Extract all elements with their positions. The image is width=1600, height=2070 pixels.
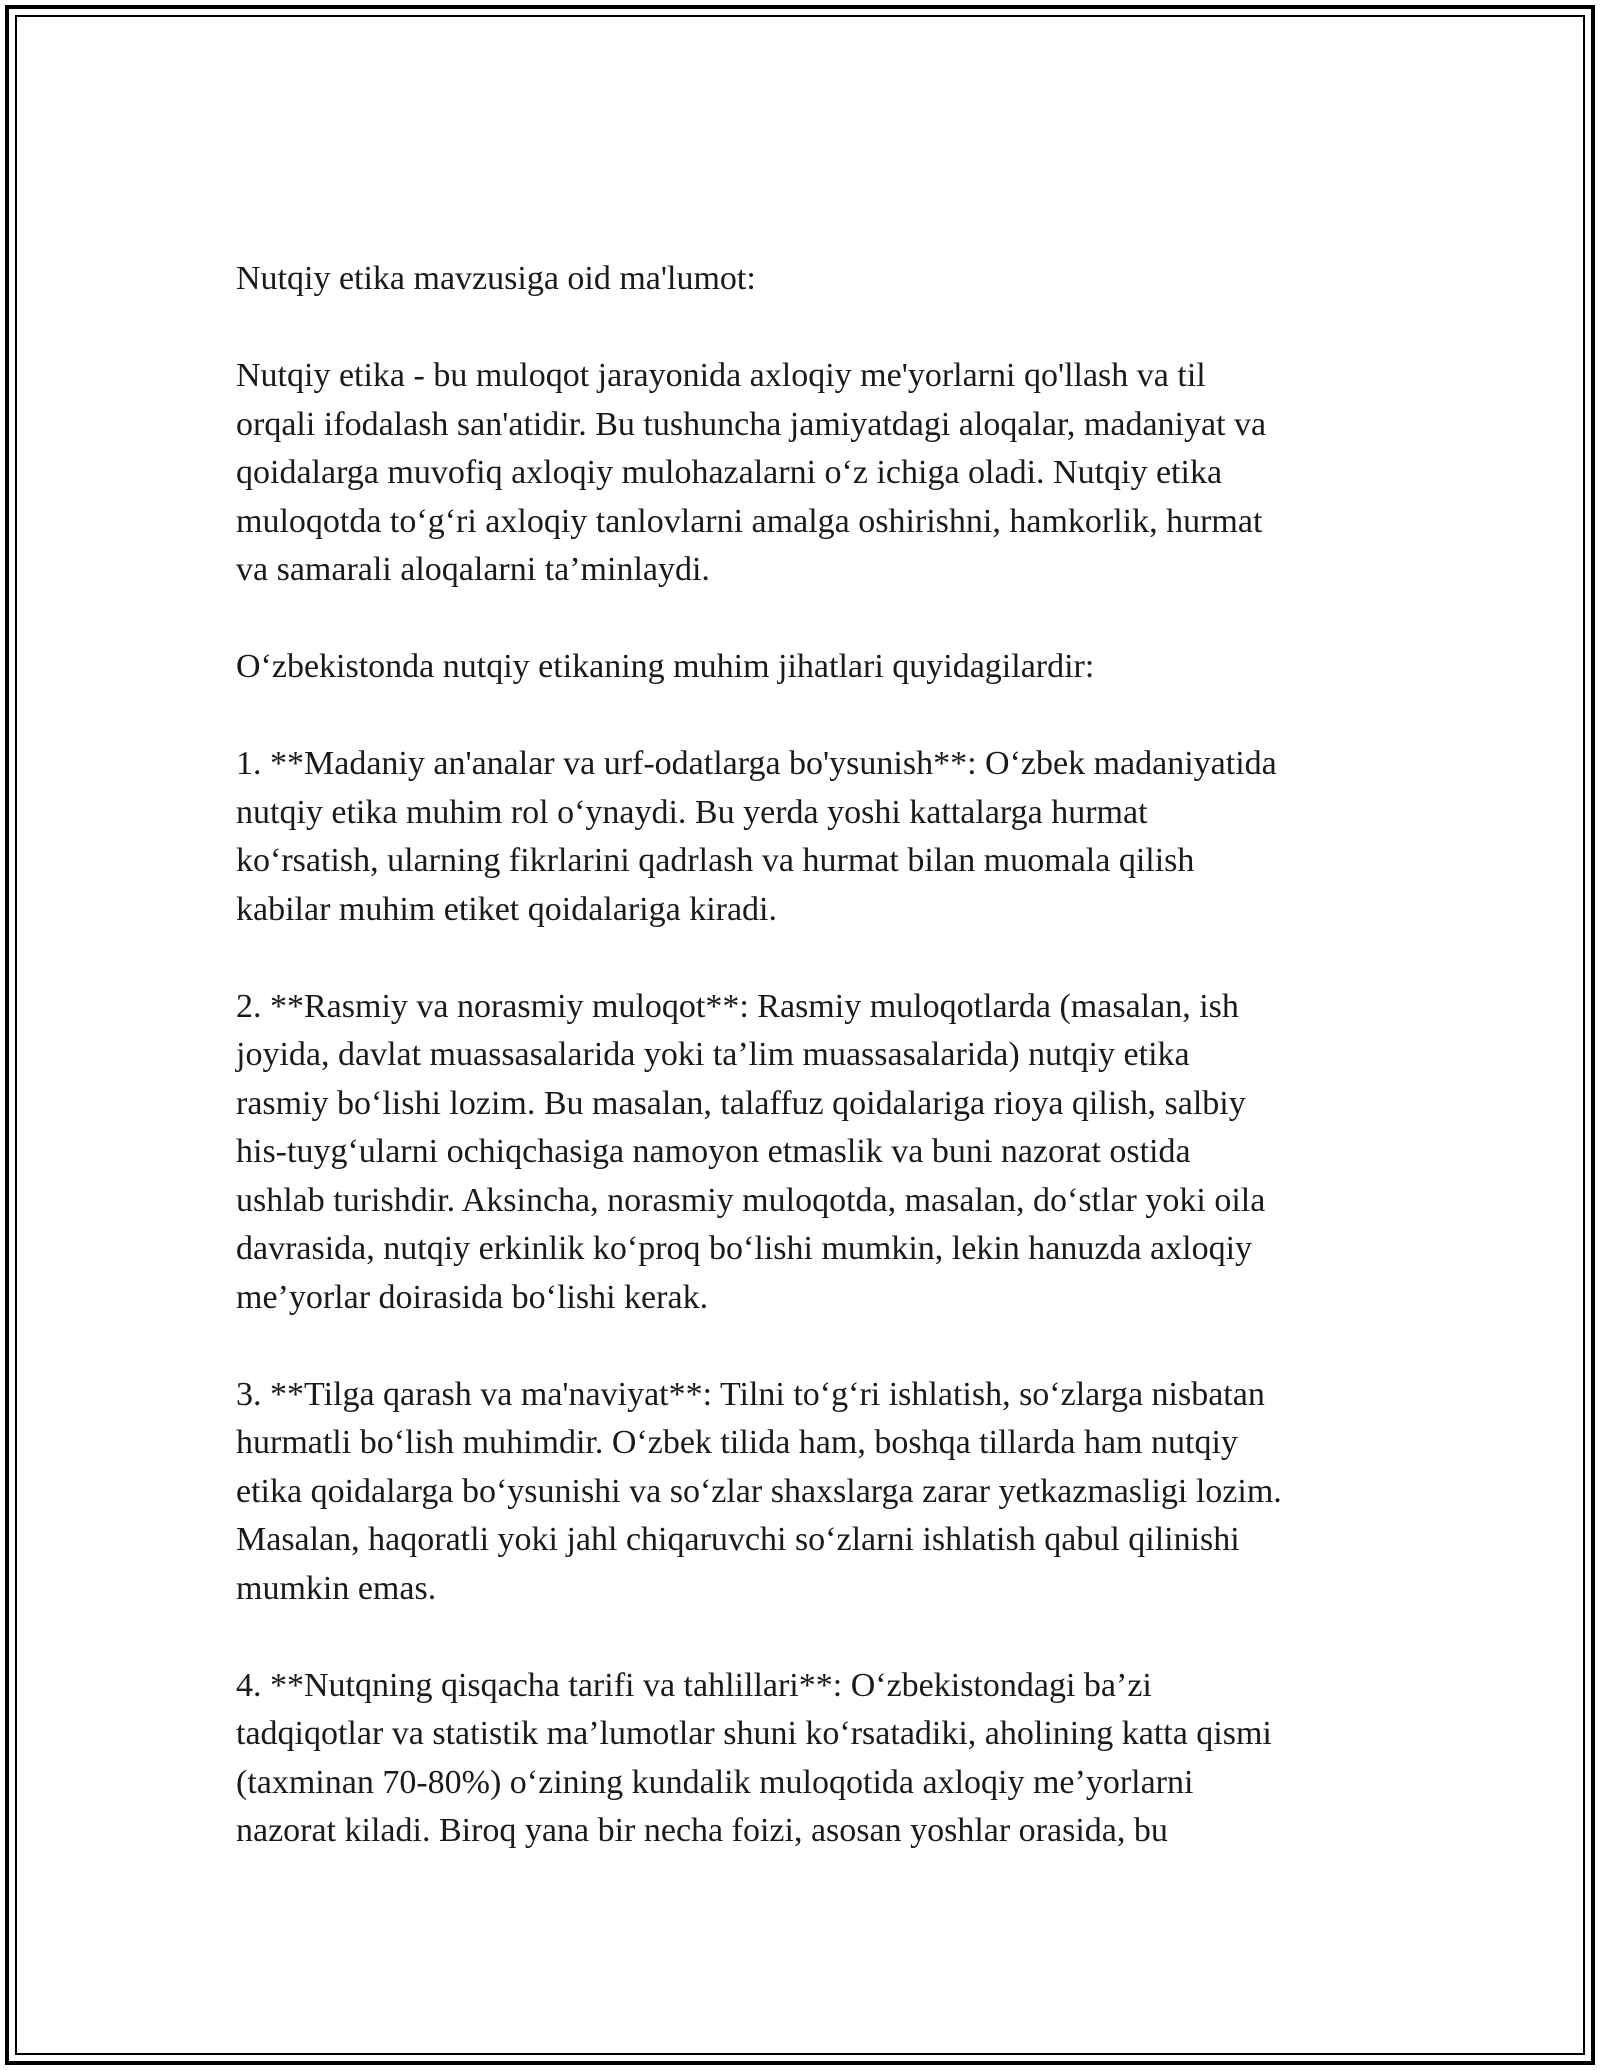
text-line: 2. **Rasmiy va norasmiy muloqot**: Rasmiy muloqotlarda (masalan, ish — [236, 987, 1239, 1025]
text-line: qoidalarga muvofiq axloqiy mulohazalarni o‘z ichiga oladi. Nutqiy etika — [236, 454, 1223, 491]
text-line: 4. **Nutqning qisqacha tarifi va tahlillari**: O‘zbekistondagi ba’zi — [236, 1666, 1152, 1704]
list-item-3 — [236, 1371, 1376, 1614]
text-line: va samarali aloqalarni ta’minlaydi. — [236, 551, 710, 588]
text-line: (taxminan 70-80%) o‘zining kundalik muloqotida axloqiy me’yorlarni — [236, 1763, 1194, 1801]
text-line: nazorat kiladi. Biroq yana bir necha foizi, asosan yoshlar orasida, bu — [236, 1812, 1168, 1849]
list-item-4 — [236, 1662, 1376, 1856]
text-line: Masalan, haqoratli yoki jahl chiqaruvchi so‘zlarni ishlatish qabul qilinishi — [236, 1521, 1240, 1558]
text-line: muloqotda to‘g‘ri axloqiy tanlovlarni amalga oshirishni, hamkorlik, hurmat — [236, 502, 1263, 540]
document-heading — [236, 255, 1376, 304]
text-line: O‘zbekistonda nutqiy etikaning muhim jihatlari quyidagilardir: — [236, 648, 1095, 685]
list-item-2 — [236, 983, 1376, 1323]
text-line: joyida, davlat muassasalarida yoki ta’lim muassasalarida) nutqiy etika — [236, 1036, 1190, 1073]
text-line: kabilar muhim etiket qoidalariga kiradi. — [236, 890, 777, 928]
text-line: 3. **Tilga qarash va ma'naviyat**: Tilni to‘g‘ri ishlatish, so‘zlarga nisbatan — [236, 1375, 1265, 1413]
text-line: hurmatli bo‘lish muhimdir. O‘zbek tilida ham, boshqa tillarda ham nutqiy — [236, 1424, 1238, 1461]
text-line: ushlab turishdir. Aksincha, norasmiy muloqotda, masalan, do‘stlar yoki oila — [236, 1181, 1266, 1219]
text-line: mumkin emas. — [236, 1569, 437, 1607]
text-line: his-tuyg‘ularni ochiqchasiga namoyon etmaslik va buni nazorat ostida — [236, 1133, 1191, 1170]
text-line: Nutqiy etika mavzusiga oid ma'lumot: — [236, 260, 756, 297]
text-line: orqali ifodalash san'atidir. Bu tushuncha jamiyatdagi aloqalar, madaniyat va — [236, 405, 1267, 443]
document-body — [236, 255, 1376, 1856]
text-line: me’yorlar doirasida bo‘lishi kerak. — [236, 1278, 709, 1316]
intro-paragraph — [236, 352, 1376, 595]
text-line: davrasida, nutqiy erkinlik ko‘proq bo‘lishi mumkin, lekin hanuzda axloqiy — [236, 1230, 1253, 1267]
text-line: rasmiy bo‘lishi lozim. Bu masalan, talaffuz qoidalariga rioya qilish, salbiy — [236, 1084, 1246, 1122]
text-line: tadqiqotlar va statistik ma’lumotlar shuni ko‘rsatadiki, aholining katta qismi — [236, 1715, 1272, 1752]
text-line: Nutqiy etika - bu muloqot jarayonida axloqiy me'yorlarni qo'llash va til — [236, 357, 1206, 394]
text-line: nutqiy etika muhim rol o‘ynaydi. Bu yerda yoshi kattalarga hurmat — [236, 793, 1148, 831]
list-item-1 — [236, 740, 1376, 934]
text-line: 1. **Madaniy an'analar va urf-odatlarga bo'ysunish**: O‘zbek madaniyatida — [236, 745, 1277, 782]
text-line: ko‘rsatish, ularning fikrlarini qadrlash va hurmat bilan muomala qilish — [236, 842, 1195, 879]
text-line: etika qoidalarga bo‘ysunishi va so‘zlar shaxslarga zarar yetkazmasligi lozim. — [236, 1472, 1282, 1510]
list-intro-paragraph — [236, 643, 1376, 692]
